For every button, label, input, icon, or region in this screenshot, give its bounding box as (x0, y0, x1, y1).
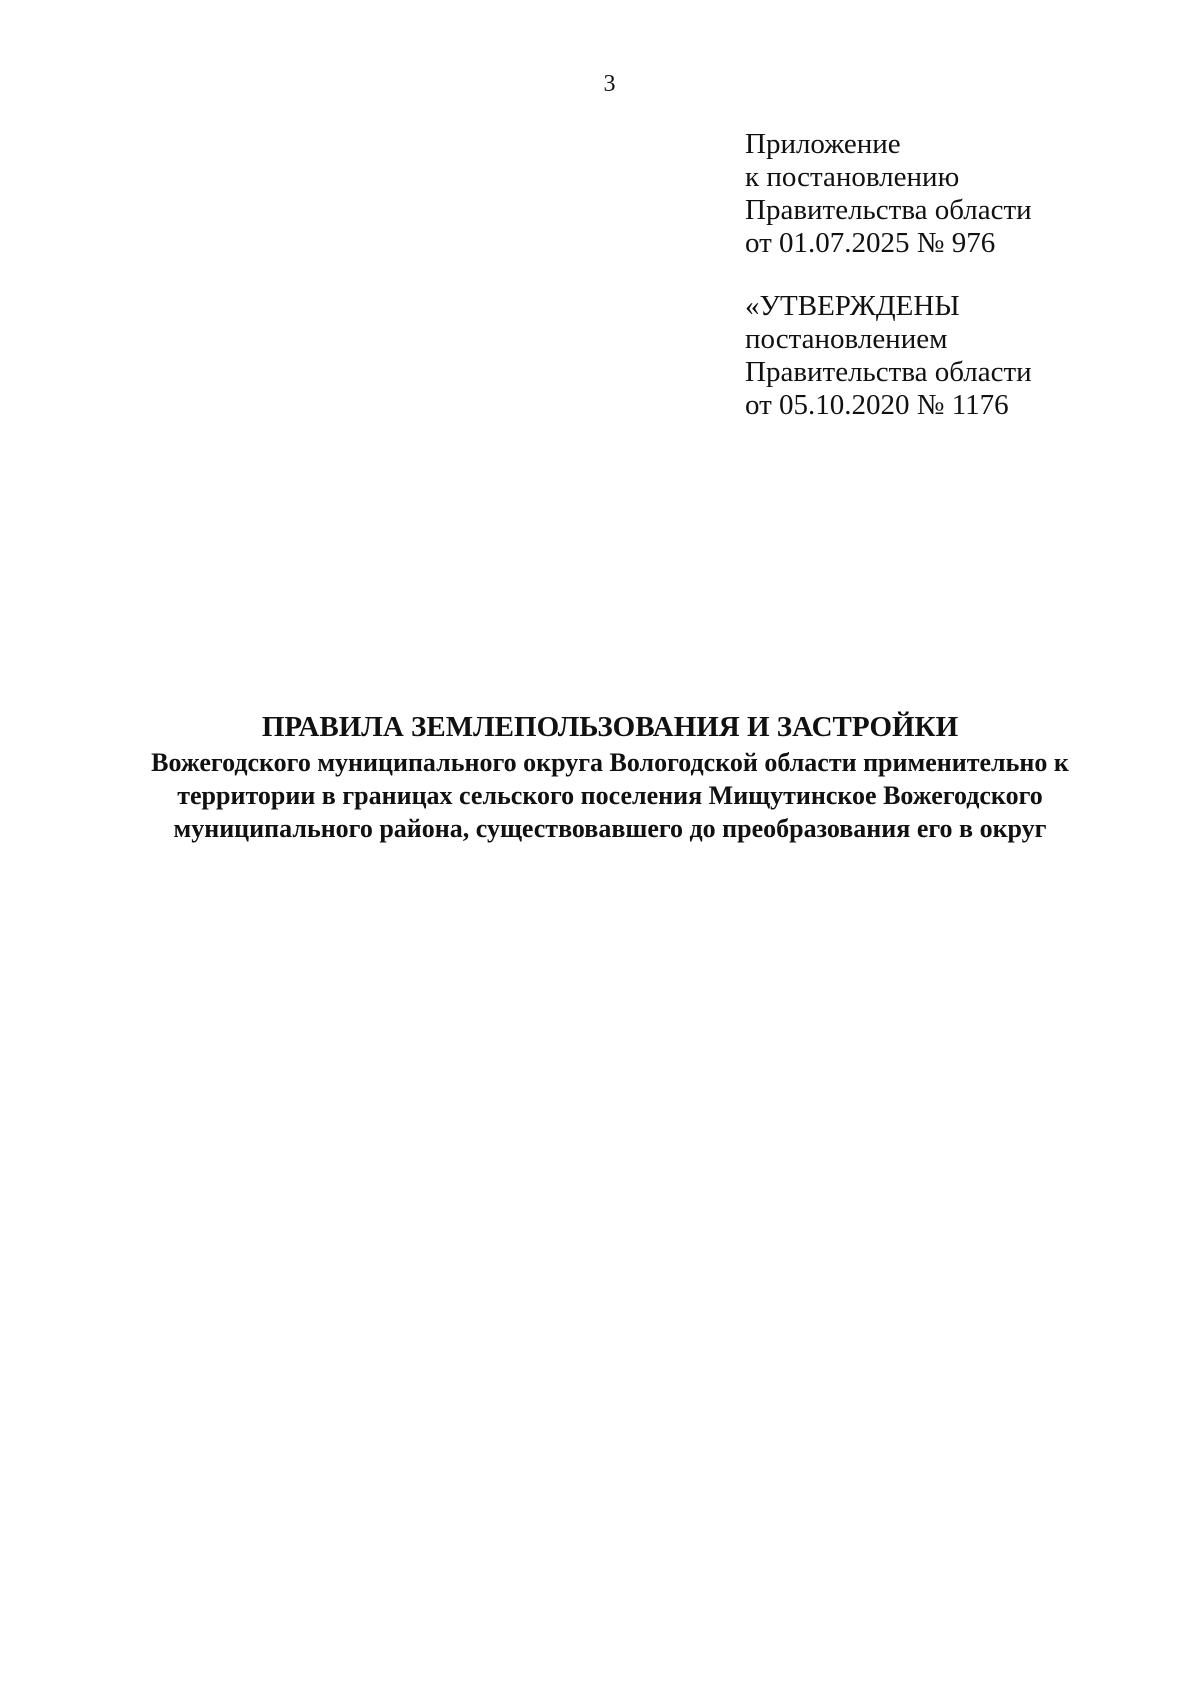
document-subtitle-line-3: муниципального района, существовавшего до преобразования его в округ (173, 814, 1047, 843)
appendix-block (745, 128, 1032, 260)
appendix-line-reference: к постановлению (745, 161, 960, 193)
approved-line-title: «УТВЕРЖДЕНЫ (745, 290, 960, 322)
document-title-block (60, 708, 1160, 845)
document-subtitle-line-1: Вожегодского муниципального округа Вологодской области применительно к (151, 748, 1069, 777)
approved-line-reference: постановлением (745, 323, 948, 355)
document-title: ПРАВИЛА ЗЕМЛЕПОЛЬЗОВАНИЯ И ЗАСТРОЙКИ (261, 711, 959, 743)
page-number: 3 (603, 71, 616, 97)
approved-line-authority: Правительства области (745, 356, 1032, 388)
approved-block (745, 290, 1032, 422)
document-subtitle-line-2: территории в границах сельского поселения Мищутинское Вожегодского (177, 781, 1043, 810)
appendix-line-date: от 01.07.2025 № 976 (745, 227, 996, 259)
appendix-line-title: Приложение (745, 128, 901, 160)
approved-line-date: от 05.10.2020 № 1176 (745, 389, 1009, 421)
appendix-line-authority: Правительства области (745, 194, 1032, 226)
